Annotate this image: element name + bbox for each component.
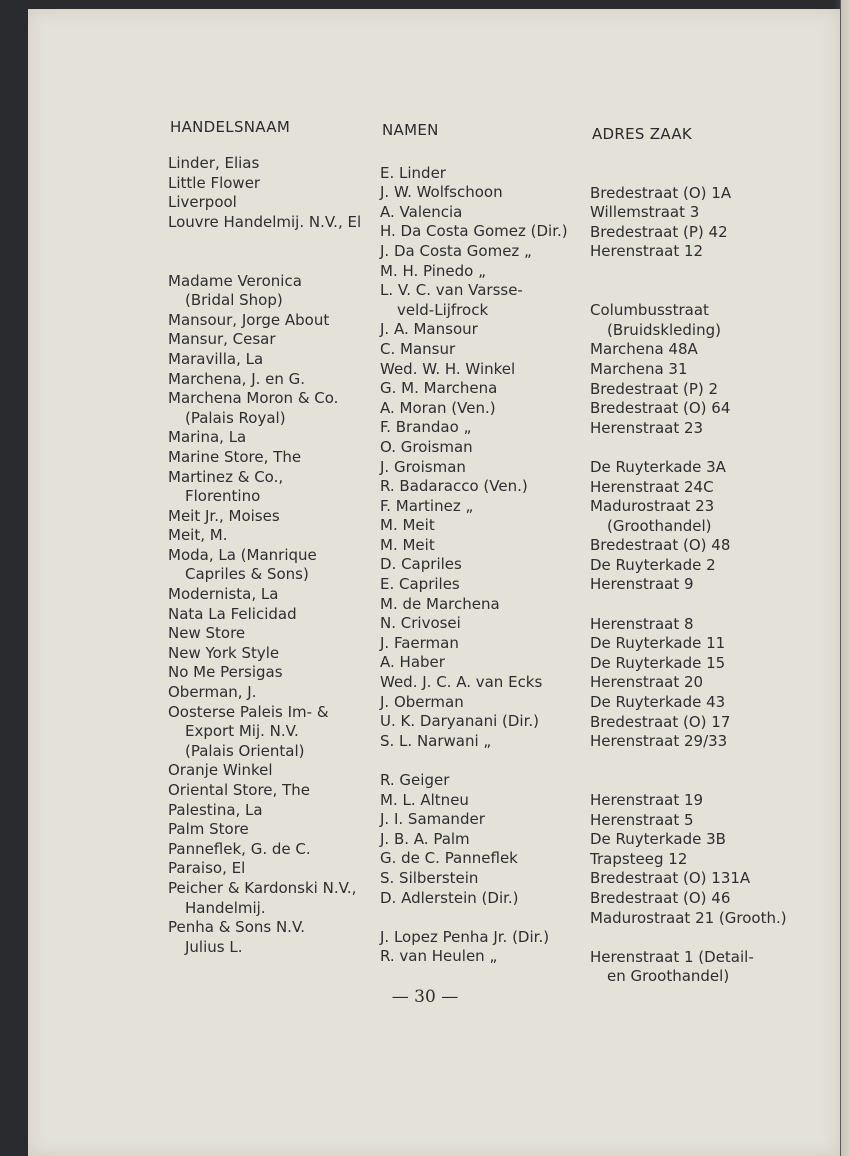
- list-item: Bredestraat (O) 1A: [590, 183, 732, 202]
- list-item: [590, 752, 787, 772]
- list-item: Herenstraat 1 (Detail-: [590, 947, 754, 966]
- list-item: J. Groisman: [380, 457, 466, 476]
- list-item: D. Adlerstein (Dir.): [380, 888, 519, 907]
- list-item: N. Crivosei: [380, 614, 461, 633]
- list-item: New York Style: [168, 643, 280, 662]
- list-item: Marchena, J. en G.: [168, 369, 306, 388]
- list-item: (Palais Oriental): [185, 741, 305, 760]
- list-item: M. L. Altneu: [380, 790, 469, 809]
- list-item: Columbusstraat: [590, 301, 709, 320]
- list-item: Nata La Felicidad: [168, 604, 297, 623]
- list-item: Julius L.: [185, 937, 243, 956]
- list-item: F. Brandao „: [380, 418, 472, 437]
- list-item: Herenstraat 29/33: [590, 732, 728, 751]
- list-item: De Ruyterkade 3A: [590, 457, 726, 476]
- list-item: J. A. Mansour: [380, 320, 478, 339]
- list-item: M. de Marchena: [380, 594, 500, 613]
- list-item: Herenstraat 8: [590, 614, 694, 633]
- list-item: Handelmij.: [185, 898, 266, 917]
- list-item: [590, 164, 787, 184]
- list-item: Mansur, Cesar: [168, 330, 276, 349]
- list-item: Herenstraat 20: [590, 673, 704, 692]
- list-item: [590, 928, 787, 948]
- list-item: Wed. J. C. A. van Ecks: [380, 673, 543, 692]
- list-item: E. Capriles: [380, 575, 460, 594]
- list-item: New Store: [168, 624, 246, 643]
- list-item: Oosterse Paleis Im- &: [168, 702, 329, 721]
- list-item: G. M. Marchena: [380, 379, 498, 398]
- list-item: Paraiso, El: [168, 859, 246, 878]
- list-item: (Bridal Shop): [185, 291, 283, 310]
- list-item: Marine Store, The: [168, 447, 302, 466]
- list-item: F. Martinez „: [380, 496, 474, 515]
- header-names: NAMEN: [382, 121, 439, 139]
- list-item: [590, 282, 787, 302]
- list-item: Bredestraat (O) 46: [590, 888, 731, 907]
- list-item: Louvre Handelmij. N.V., El: [168, 212, 362, 231]
- list-item: De Ruyterkade 2: [590, 555, 716, 574]
- list-item: Bredestraat (O) 131A: [590, 869, 751, 888]
- list-item: Herenstraat 9: [590, 575, 694, 594]
- column-names: [380, 144, 568, 967]
- list-item: A. Valencia: [380, 202, 463, 221]
- list-item: S. Silberstein: [380, 868, 479, 887]
- list-item: R. Badaracco (Ven.): [380, 477, 528, 496]
- column-company: [168, 154, 361, 957]
- list-item: De Ruyterkade 15: [590, 653, 726, 672]
- list-item: [590, 771, 787, 791]
- list-item: J. W. Wolfschoon: [380, 183, 503, 202]
- list-item: Capriles & Sons): [185, 565, 309, 584]
- list-item: C. Mansur: [380, 339, 456, 358]
- list-item: M. H. Pinedo „: [380, 261, 486, 280]
- list-item: Oranje Winkel: [168, 761, 273, 780]
- list-item: Marchena 48A: [590, 340, 698, 359]
- list-item: Herenstraat 24C: [590, 477, 714, 496]
- list-item: D. Capriles: [380, 555, 462, 574]
- list-item: Bredestraat (O) 64: [590, 399, 731, 418]
- list-item: J. I. Samander: [380, 810, 485, 829]
- list-item: Linder, Elias: [168, 154, 260, 172]
- list-item: A. Haber: [380, 653, 445, 672]
- list-item: Bredestraat (P) 42: [590, 222, 728, 241]
- column-address: [590, 164, 787, 987]
- list-item: Bredestraat (P) 2: [590, 379, 719, 398]
- list-item: [380, 751, 568, 771]
- list-item: Little Flower: [168, 173, 261, 192]
- list-item: J. Faerman: [380, 633, 459, 652]
- list-item: G. de C. Panneflek: [380, 849, 518, 868]
- list-item: J. Da Costa Gomez „: [380, 241, 532, 260]
- list-item: Penha & Sons N.V.: [168, 918, 306, 937]
- list-item: en Groothandel): [607, 967, 730, 986]
- list-item: No Me Persigas: [168, 663, 283, 682]
- list-item: De Ruyterkade 3B: [590, 830, 726, 849]
- list-item: Herenstraat 23: [590, 418, 704, 437]
- list-item: J. Lopez Penha Jr. (Dir.): [380, 927, 550, 946]
- list-item: Meit Jr., Moises: [168, 506, 280, 525]
- list-item: Willemstraat 3: [590, 203, 700, 222]
- list-item: A. Moran (Ven.): [380, 398, 496, 417]
- list-item: Export Mij. N.V.: [185, 722, 299, 741]
- list-item: L. V. C. van Varsse-: [380, 281, 523, 300]
- list-item: Oberman, J.: [168, 683, 257, 702]
- list-item: Wed. W. H. Winkel: [380, 359, 516, 378]
- list-item: Modernista, La: [168, 585, 279, 604]
- list-item: Martinez & Co.,: [168, 467, 284, 486]
- list-item: [590, 262, 787, 282]
- list-item: Moda, La (Manrique: [168, 545, 317, 564]
- list-item: (Bruidskleding): [607, 320, 721, 339]
- list-item: O. Groisman: [380, 437, 473, 456]
- list-item: Palestina, La: [168, 800, 263, 819]
- list-item: Trapsteeg 12: [590, 849, 688, 868]
- list-item: R. Geiger: [380, 771, 450, 789]
- list-item: Bredestraat (O) 48: [590, 536, 731, 555]
- list-item: Madurostraat 21 (Grooth.): [590, 908, 787, 927]
- list-item: Oriental Store, The: [168, 781, 310, 799]
- list-item: Florentino: [185, 487, 261, 506]
- list-item: Panneflek, G. de C.: [168, 839, 311, 858]
- list-item: [590, 438, 787, 458]
- list-item: Marchena 31: [590, 359, 688, 378]
- list-item: [168, 232, 361, 252]
- list-item: U. K. Daryanani (Dir.): [380, 712, 539, 731]
- list-item: De Ruyterkade 11: [590, 634, 726, 653]
- list-item: H. Da Costa Gomez (Dir.): [380, 222, 568, 241]
- list-item: Maravilla, La: [168, 349, 264, 368]
- list-item: [168, 252, 361, 272]
- list-item: Palm Store: [168, 820, 249, 839]
- list-item: Marchena Moron & Co.: [168, 389, 339, 408]
- list-item: Herenstraat 5: [590, 810, 694, 829]
- list-item: De Ruyterkade 43: [590, 693, 726, 712]
- list-item: M. Meit: [380, 516, 435, 535]
- list-item: veld-Lijfrock: [397, 300, 489, 319]
- list-item: (Groothandel): [607, 516, 712, 535]
- list-item: R. van Heulen „: [380, 947, 498, 966]
- header-company: HANDELSNAAM: [170, 118, 291, 136]
- list-item: Herenstraat 12: [590, 242, 704, 261]
- list-item: Peicher & Kardonski N.V.,: [168, 878, 357, 897]
- list-item: [590, 595, 787, 615]
- list-item: J. B. A. Palm: [380, 829, 470, 848]
- list-item: E. Linder: [380, 163, 446, 182]
- list-item: Meit, M.: [168, 526, 228, 545]
- page-number: — 30 —: [391, 987, 459, 1007]
- header-address: ADRES ZAAK: [592, 125, 693, 143]
- list-item: Bredestraat (O) 17: [590, 712, 731, 731]
- list-item: Herenstraat 19: [590, 791, 704, 809]
- list-item: Liverpool: [168, 193, 237, 212]
- list-item: Marina, La: [168, 428, 247, 447]
- list-item: S. L. Narwani „: [380, 731, 492, 750]
- list-item: J. Oberman: [380, 692, 464, 711]
- list-item: (Palais Royal): [185, 408, 286, 427]
- list-item: M. Meit: [380, 535, 435, 554]
- list-item: [380, 144, 568, 164]
- list-item: Mansour, Jorge About: [168, 310, 330, 329]
- list-item: Madurostraat 23: [590, 497, 715, 516]
- list-item: [380, 908, 568, 928]
- list-item: Madame Veronica: [168, 271, 302, 290]
